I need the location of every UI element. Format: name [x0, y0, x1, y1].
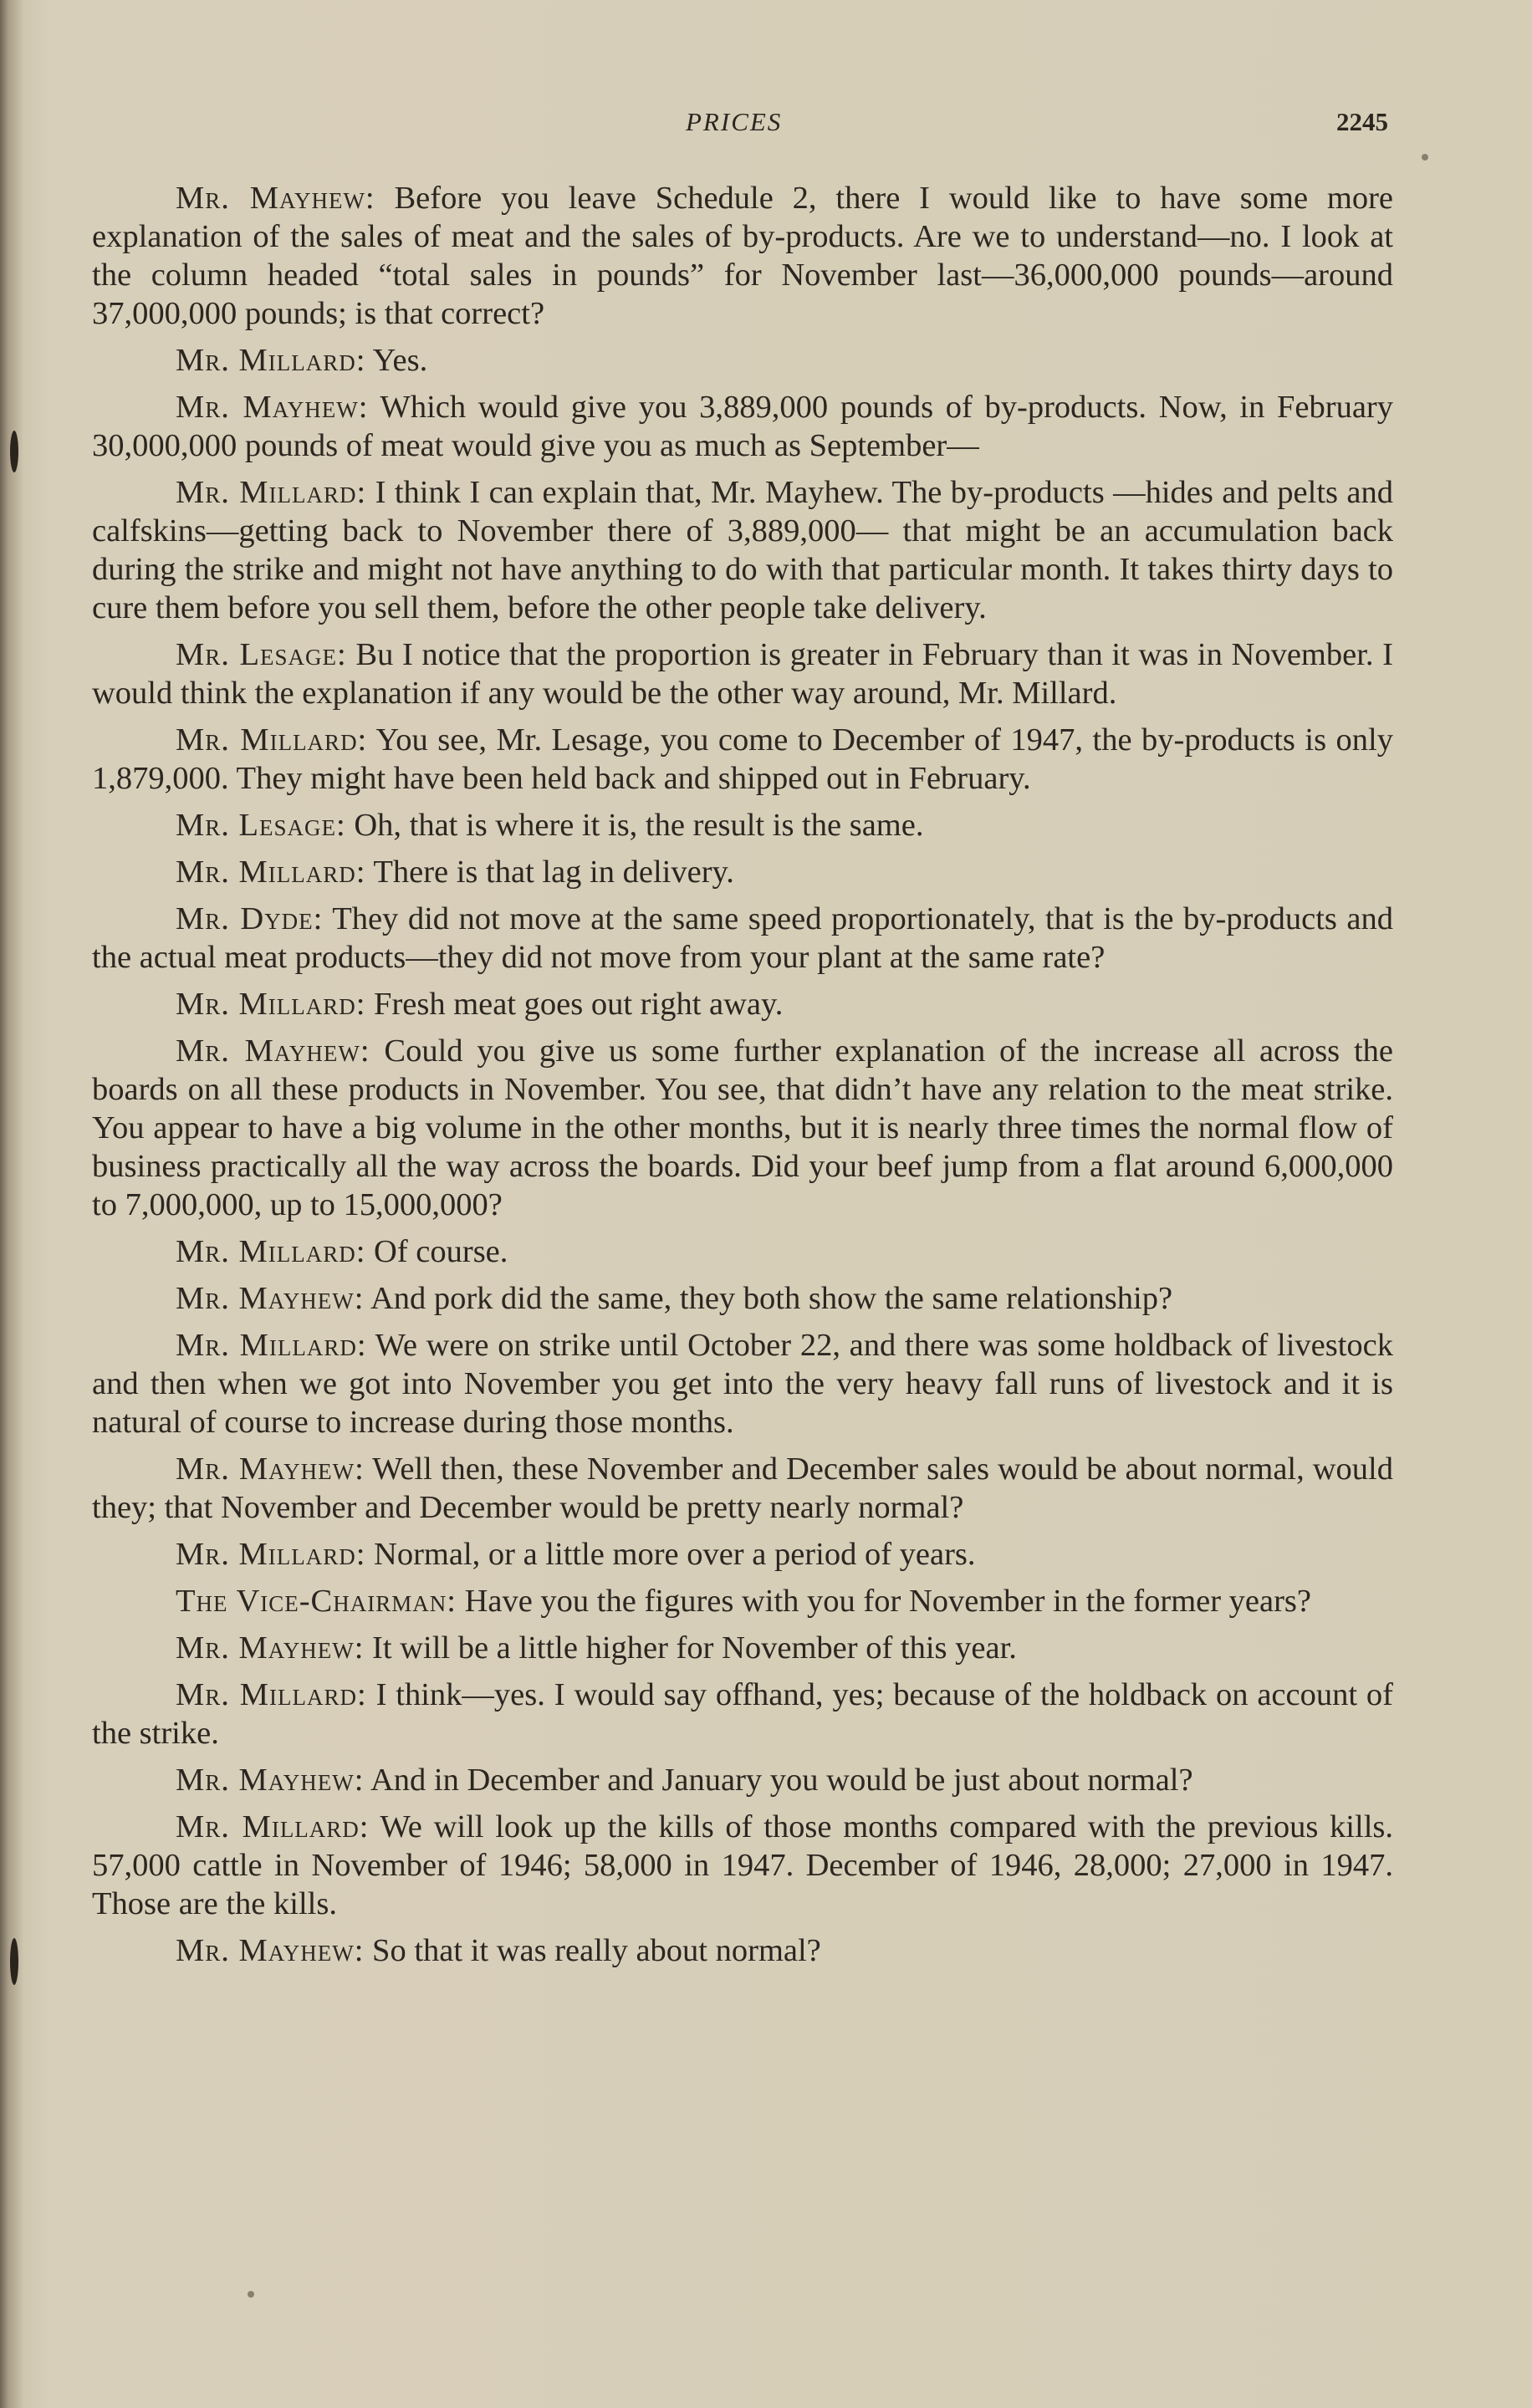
page-header: [0, 107, 1532, 150]
transcript-paragraph: [92, 900, 1393, 977]
transcript-paragraph: [92, 1232, 1393, 1271]
transcript-paragraph: [92, 721, 1393, 798]
speech-text: Bu I notice that the proportion is greater in February than it was in November. I would think the explanation if any would be the other way around, Mr. Millard.: [92, 637, 1393, 711]
binding-mark-upper: [10, 431, 18, 472]
speaker-name: Mr. Mayhew:: [176, 1763, 365, 1798]
speech-text: So that it was really about normal?: [372, 1933, 821, 1968]
transcript-paragraph: [92, 853, 1393, 891]
speech-text: Could you give us some further explanation of the increase all across the boards on all these products in November. You see, that didn’t have any relation to the meat strike. You appear to have a big volume in the other months, but it is nearly three times the normal flow of business practically all the way across the boards. Did your beef jump from a flat around 6,000,000 to 7,000,000, up to 15,000,000?: [92, 1033, 1393, 1222]
transcript-paragraph: [92, 473, 1393, 627]
speech-text: You see, Mr. Lesage, you come to December of 1947, the by-products is only 1,879,000. They might have been held back and shipped out in February.: [92, 722, 1394, 796]
transcript-paragraph: [92, 1582, 1393, 1620]
speaker-name: Mr. Mayhew:: [176, 181, 375, 216]
speech-text: And pork did the same, they both show the same relationship?: [370, 1281, 1173, 1316]
speaker-name: Mr. Millard:: [176, 1234, 366, 1269]
transcript-paragraph: [92, 985, 1393, 1023]
speaker-name: Mr. Millard:: [176, 855, 366, 890]
transcript-paragraph: [92, 1676, 1393, 1752]
transcript-paragraph: [92, 1808, 1393, 1923]
speech-text: They did not move at the same speed proportionately, that is the by-products and the actual meat products—they did not move from your plant at the same rate?: [92, 901, 1393, 975]
speaker-name: Mr. Lesage:: [176, 637, 347, 672]
speaker-name: Mr. Mayhew:: [176, 1281, 365, 1316]
speaker-name: Mr. Mayhew:: [176, 1033, 370, 1069]
speaker-name: Mr. Millard:: [176, 1809, 370, 1844]
speaker-name: Mr. Mayhew:: [176, 1933, 365, 1968]
speech-text: I think I can explain that, Mr. Mayhew. The by-products —hides and pelts and calfskins—getting back to November there of 3,889,000— that might be an accumulation back during the strike and might not have anything to do with that particular month. It takes thirty days to cure them before you sell them, before the other people take delivery.: [92, 475, 1394, 625]
transcript-paragraph: [92, 1761, 1393, 1799]
page-speck: [248, 2291, 254, 2298]
speaker-name: Mr. Millard:: [176, 1677, 367, 1712]
speaker-name: Mr. Millard:: [176, 1328, 367, 1363]
speech-text: Of course.: [374, 1234, 508, 1269]
speaker-name: Mr. Millard:: [176, 722, 368, 758]
transcript-paragraph: [92, 341, 1393, 380]
speech-text: Yes.: [372, 343, 428, 378]
transcript-paragraph: [92, 1326, 1393, 1441]
speech-text: Before you leave Schedule 2, there I would like to have some more explanation of the sales of meat and the sales of by-products. Are we to understand—no. I look at the column headed “total sales in pounds” for November last—36,000,000 pounds—around 37,000,000 pounds; is that correct?: [92, 181, 1394, 331]
speech-text: Oh, that is where it is, the result is the same.: [354, 808, 924, 843]
speaker-name: Mr. Lesage:: [176, 808, 346, 843]
speech-text: Which would give you 3,889,000 pounds of by-products. Now, in February 30,000,000 pounds of meat would give you as much as September—: [92, 390, 1393, 463]
speech-text: We were on strike until October 22, and there was some holdback of livestock and then when we got into November you get into the very heavy fall runs of livestock and it is natural of course to increase during those months.: [92, 1328, 1394, 1440]
transcript-paragraph: [92, 635, 1393, 712]
speech-text: Fresh meat goes out right away.: [374, 987, 784, 1022]
page-speck: [1422, 154, 1428, 161]
speaker-name: Mr. Mayhew:: [176, 1451, 365, 1487]
speaker-name: Mr. Mayhew:: [176, 1630, 365, 1666]
transcript-paragraph: [92, 1032, 1393, 1224]
transcript-paragraph: [92, 388, 1393, 465]
transcript-paragraph: [92, 1279, 1393, 1318]
transcript-paragraph: [92, 1931, 1393, 1970]
speech-text: Well then, these November and December sales would be about normal, would they; that November and December would be pretty nearly normal?: [92, 1451, 1393, 1525]
speaker-name: Mr. Millard:: [176, 987, 366, 1022]
speech-text: And in December and January you would be just about normal?: [370, 1763, 1193, 1798]
speech-text: There is that lag in delivery.: [373, 855, 734, 890]
speech-text: I think—yes. I would say offhand, yes; because of the holdback on account of the strike.: [92, 1677, 1394, 1751]
transcript-paragraph: [92, 1450, 1393, 1527]
transcript-paragraph: [92, 806, 1393, 844]
speaker-name: Mr. Millard:: [176, 1537, 366, 1572]
speech-text: Have you the figures with you for November in the former years?: [464, 1584, 1311, 1619]
speech-text: Normal, or a little more over a period of years.: [374, 1537, 976, 1572]
transcript-body: [92, 179, 1393, 1978]
speaker-name: Mr. Dyde:: [176, 901, 324, 936]
speech-text: We will look up the kills of those months compared with the previous kills. 57,000 cattle in November of 1946; 58,000 in 1947. December of 1946, 28,000; 27,000 in 1947. Those are the kills.: [92, 1809, 1393, 1921]
speaker-name: Mr. Millard:: [176, 475, 367, 510]
running-title: PRICES: [686, 107, 783, 136]
speech-text: It will be a little higher for November of this year.: [372, 1630, 1017, 1666]
speaker-name: Mr. Millard:: [176, 343, 366, 378]
page-number: 2245: [1336, 107, 1388, 136]
speaker-name: The Vice-Chairman:: [176, 1584, 457, 1619]
transcript-paragraph: [92, 1629, 1393, 1667]
transcript-paragraph: [92, 179, 1393, 333]
binding-mark-lower: [10, 1938, 18, 1985]
transcript-paragraph: [92, 1535, 1393, 1574]
speaker-name: Mr. Mayhew:: [176, 390, 369, 425]
